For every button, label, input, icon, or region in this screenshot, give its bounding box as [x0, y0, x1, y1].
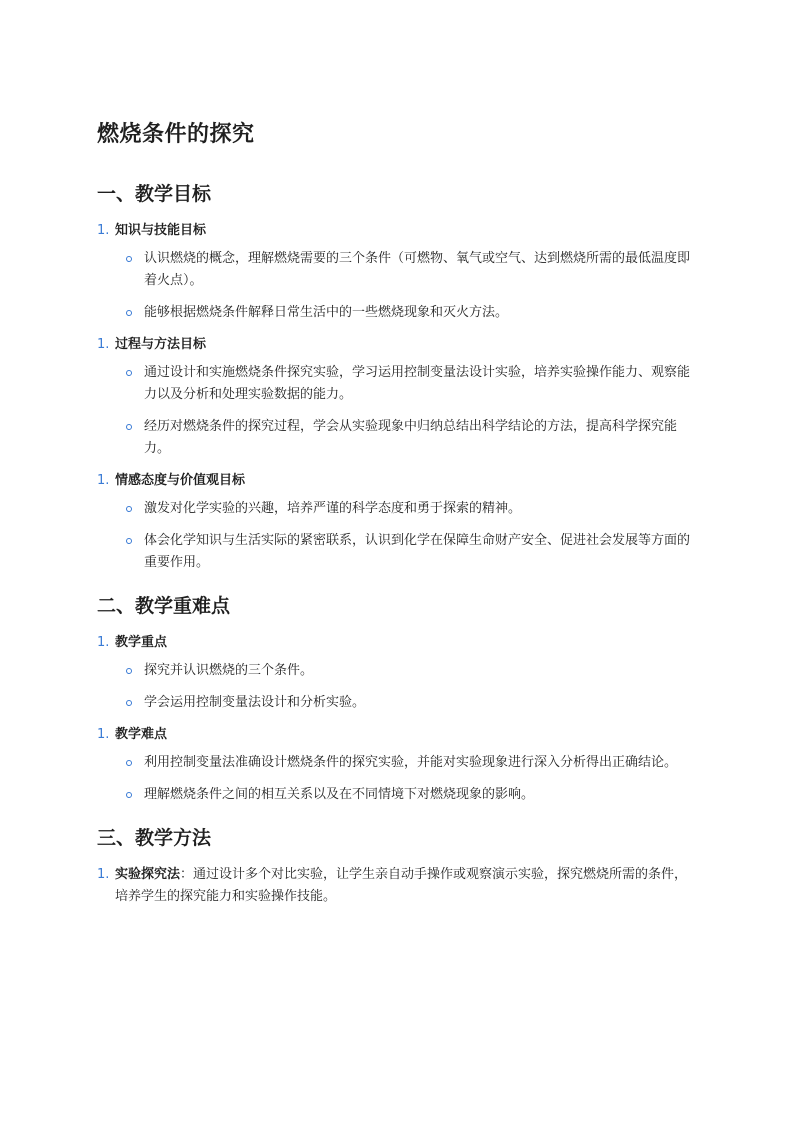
bullet-item	[97, 498, 697, 520]
bullet-text: 学会运用控制变量法设计和分析实验。	[144, 695, 366, 710]
group-label: 知识与技能目标	[115, 223, 207, 238]
bullet-icon	[126, 424, 132, 430]
section-heading: 二、教学重难点	[97, 595, 231, 617]
document-page	[97, 118, 697, 926]
bullet-item	[97, 362, 697, 406]
group-label: 教学难点	[115, 727, 168, 742]
list-number: 1.	[97, 337, 110, 352]
bullet-icon	[126, 256, 132, 262]
list-number: 1.	[97, 727, 110, 742]
bullet-icon	[126, 792, 132, 798]
list-item	[97, 632, 697, 654]
group-label: 情感态度与价值观目标	[115, 473, 246, 488]
bullet-text: 激发对化学实验的兴趣，培养严谨的科学态度和勇于探索的精神。	[144, 501, 522, 516]
bullet-item	[97, 784, 697, 806]
list-item	[97, 334, 697, 356]
bullet-text: 探究并认识燃烧的三个条件。	[144, 663, 314, 678]
bullet-text: 经历对燃烧条件的探究过程，学会从实验现象中归纳总结出科学结论的方法，提高科学探究能力。	[144, 419, 678, 456]
bullet-text: 理解燃烧条件之间的相互关系以及在不同情境下对燃烧现象的影响。	[144, 787, 535, 802]
section-heading: 三、教学方法	[97, 827, 212, 849]
group-label: 过程与方法目标	[115, 337, 207, 352]
bullet-icon	[126, 538, 132, 544]
bullet-item	[97, 416, 697, 460]
bullet-item	[97, 660, 697, 682]
section-heading: 一、教学目标	[97, 183, 212, 205]
bullet-icon	[126, 700, 132, 706]
bullet-text: 体会化学知识与生活实际的紧密联系，认识到化学在保障生命财产安全、促进社会发展等方面的重要作用。	[144, 533, 691, 570]
bullet-icon	[126, 760, 132, 766]
list-number: 1.	[97, 223, 110, 238]
bullet-text: 能够根据燃烧条件解释日常生活中的一些燃烧现象和灭火方法。	[144, 305, 509, 320]
list-number: 1.	[97, 867, 110, 882]
list-item	[97, 470, 697, 492]
bullet-icon	[126, 668, 132, 674]
bullet-text: 通过设计和实施燃烧条件探究实验，学习运用控制变量法设计实验，培养实验操作能力、观察能力以及分析和处理实验数据的能力。	[144, 365, 691, 402]
bullet-icon	[126, 310, 132, 316]
method-text: 通过设计多个对比实验，让学生亲自动手操作或观察演示实验，探究燃烧所需的条件，培养学生的探究能力和实验操作技能。	[115, 867, 688, 904]
section-objectives	[97, 180, 697, 574]
bullet-item	[97, 692, 697, 714]
section-methods	[97, 824, 697, 908]
bullet-item	[97, 530, 697, 574]
bullet-item	[97, 302, 697, 324]
list-item	[97, 220, 697, 242]
list-item	[97, 724, 697, 746]
list-number: 1.	[97, 635, 110, 650]
list-item	[97, 864, 697, 908]
page-title: 燃烧条件的探究	[97, 122, 255, 147]
group-label: 教学重点	[115, 635, 168, 650]
method-label: 实验探究法	[115, 867, 181, 882]
bullet-item	[97, 248, 697, 292]
bullet-item	[97, 752, 697, 774]
bullet-icon	[126, 506, 132, 512]
bullet-text: 利用控制变量法准确设计燃烧条件的探究实验，并能对实验现象进行深入分析得出正确结论。	[144, 755, 678, 770]
section-key-points	[97, 592, 697, 806]
list-number: 1.	[97, 473, 110, 488]
method-separator: ：	[180, 867, 194, 882]
bullet-text: 认识燃烧的概念，理解燃烧需要的三个条件（可燃物、氧气或空气、达到燃烧所需的最低温度即着火点）。	[144, 251, 691, 288]
bullet-icon	[126, 370, 132, 376]
